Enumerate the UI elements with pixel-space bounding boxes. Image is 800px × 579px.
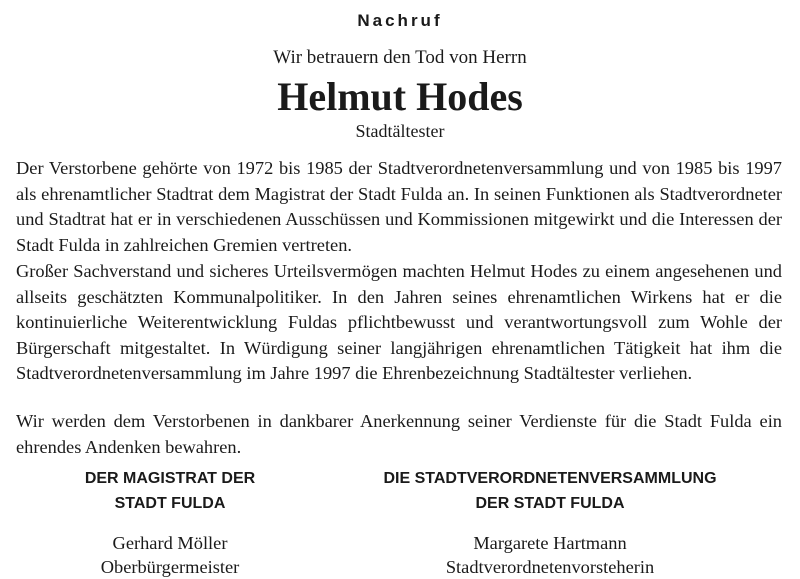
body-paragraph-2: Großer Sachverstand und sicheres Urteilsvermögen machten Helmut Hodes zu einem angesehenen und allseits geschätzten Kommunalpolitiker. In den Jahren seines ehrenamtlichen Wirkens hat er die kontinuierliche Weiterentwicklung Fuldas pflichtbewusst und verantwortungsvoll zum Wohle der Bürgerschaft mitgestaltet. In Würdigung seiner langjährigen ehrenamtlichen Tätigkeit hat ihm die Stadtverordnetenversammlung im Jahre 1997 die Ehrenbezeichnung Stadtältester verliehen. (16, 261, 782, 383)
notice-heading: Nachruf (357, 11, 443, 30)
signature-role: Oberbürgermeister (100, 557, 240, 577)
deceased-name: Helmut Hodes (277, 74, 523, 119)
body-paragraph-3: Wir werden dem Verstorbenen in dankbarer Anerkennung seiner Verdienste für die Stadt Fulda ein ehrendes Andenken bewahren. (16, 411, 782, 457)
signature-org-line: DIE STADTVERORDNETENVERSAMMLUNG (383, 470, 717, 487)
deceased-title: Stadtältester (355, 121, 445, 141)
signature-org-line: DER STADT FULDA (475, 495, 625, 512)
signature-person: Margarete Hartmann (473, 533, 627, 553)
signature-block-magistrat (40, 466, 300, 579)
signature-role: Stadtverordnetenvorsteherin (445, 557, 655, 577)
signature-block-stadtverordnetenversammlung (345, 466, 755, 579)
signature-org-line: DER MAGISTRAT DER (84, 470, 256, 487)
intro-line: Wir betrauern den Tod von Herrn (273, 47, 527, 68)
signature-person: Gerhard Möller (112, 533, 228, 553)
signature-org-line: STADT FULDA (114, 495, 226, 512)
body-paragraph-1: Der Verstorbene gehörte von 1972 bis 1985 der Stadtverordnetenversammlung und von 1985 bis 1997 als ehrenamtlicher Stadtrat dem Magistrat der Stadt Fulda an. In seinen Funktionen als Stadtverordneter und Stadtrat hat er in verschiedenen Ausschüssen und Kommissionen mitgewirkt und die Interessen der Stadt Fulda in zahlreichen Gremien vertreten. (16, 158, 782, 255)
